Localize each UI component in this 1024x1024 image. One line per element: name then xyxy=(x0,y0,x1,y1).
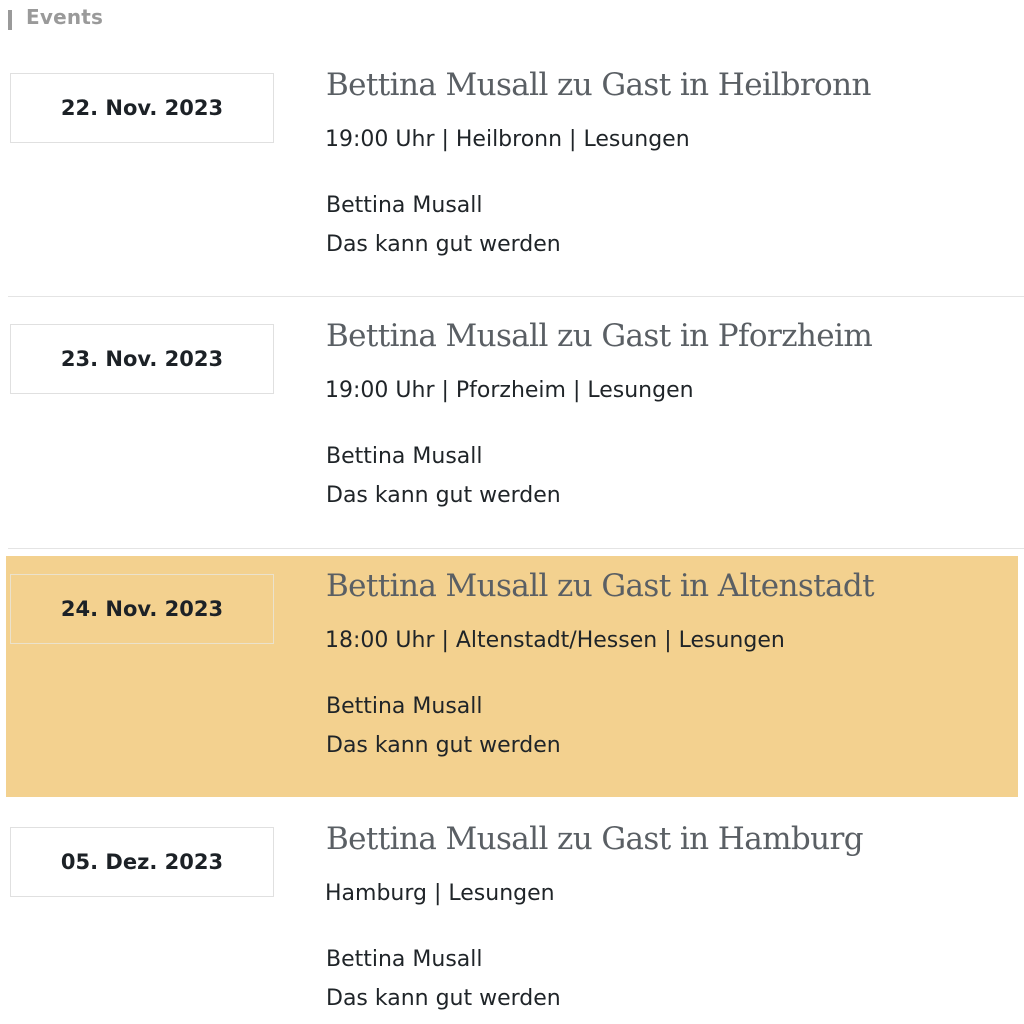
event-date-box xyxy=(10,324,274,394)
event-author: Bettina Musall xyxy=(326,193,483,218)
event-item[interactable] xyxy=(6,55,1018,296)
section-header xyxy=(8,4,103,30)
event-date: 24. Nov. 2023 xyxy=(60,597,224,621)
event-item-highlighted[interactable] xyxy=(6,556,1018,797)
event-date: 05. Dez. 2023 xyxy=(60,850,224,874)
section-accent-bar xyxy=(8,10,12,30)
event-title-link[interactable]: Bettina Musall zu Gast in Hamburg xyxy=(326,821,863,857)
event-title-link[interactable]: Bettina Musall zu Gast in Heilbronn xyxy=(326,67,871,103)
event-meta: 18:00 Uhr | Altenstadt/Hessen | Lesungen xyxy=(325,628,785,653)
event-book-title: Das kann gut werden xyxy=(326,986,561,1011)
event-title-link[interactable]: Bettina Musall zu Gast in Pforzheim xyxy=(326,318,873,354)
event-author: Bettina Musall xyxy=(326,444,483,469)
event-author: Bettina Musall xyxy=(326,947,483,972)
event-book-title: Das kann gut werden xyxy=(326,733,561,758)
event-meta: 19:00 Uhr | Heilbronn | Lesungen xyxy=(325,127,690,152)
event-book-title: Das kann gut werden xyxy=(326,483,561,508)
event-date-box xyxy=(10,827,274,897)
event-divider xyxy=(8,296,1024,297)
event-date: 22. Nov. 2023 xyxy=(60,96,224,120)
section-title: Events xyxy=(26,5,104,29)
event-date: 23. Nov. 2023 xyxy=(60,347,224,371)
event-meta: Hamburg | Lesungen xyxy=(325,881,555,906)
event-date-box xyxy=(10,73,274,143)
event-meta: 19:00 Uhr | Pforzheim | Lesungen xyxy=(325,378,694,403)
event-title-link[interactable]: Bettina Musall zu Gast in Altenstadt xyxy=(326,568,875,604)
event-date-box xyxy=(10,574,274,644)
event-book-title: Das kann gut werden xyxy=(326,232,561,257)
event-author: Bettina Musall xyxy=(326,694,483,719)
event-item[interactable] xyxy=(6,809,1018,1024)
event-divider xyxy=(8,548,1024,549)
event-item[interactable] xyxy=(6,306,1018,547)
